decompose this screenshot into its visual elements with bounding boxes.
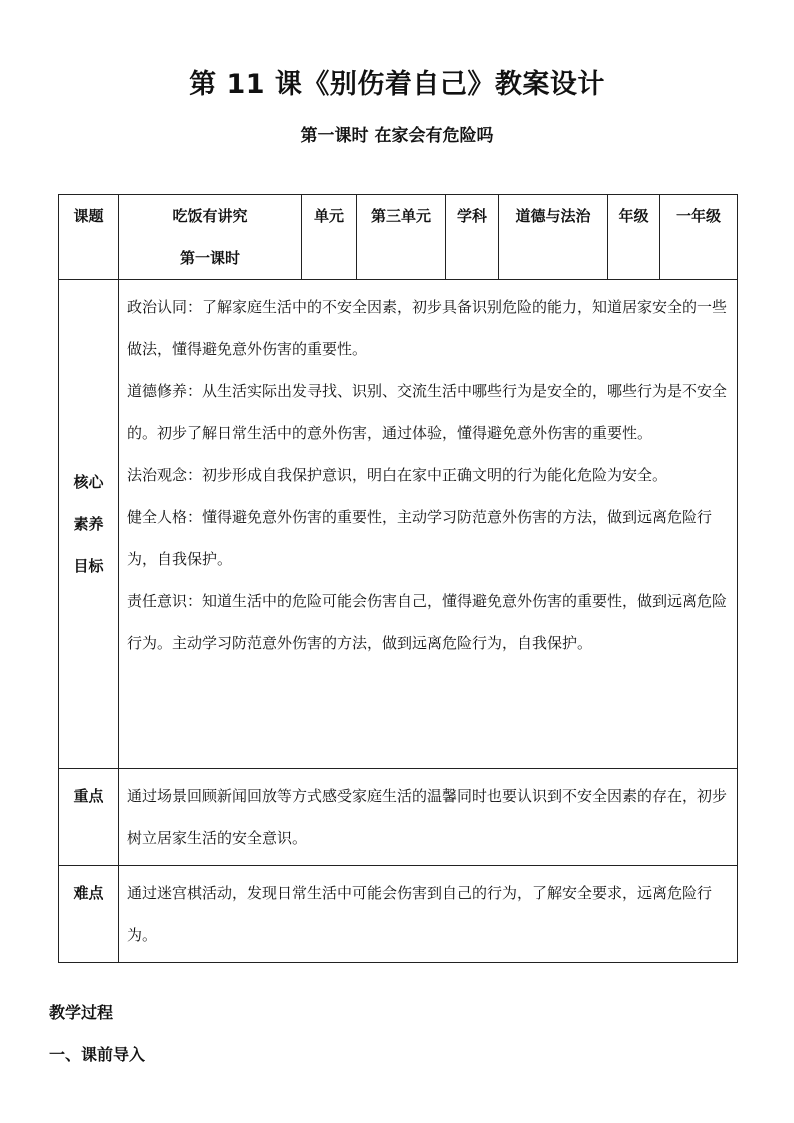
core-goals-row	[59, 280, 738, 769]
topic-value-cell	[119, 195, 302, 280]
core-goal-item: 政治认同：了解家庭生活中的不安全因素，初步具备识别危险的能力，知道居家安全的一些做法，懂得避免意外伤害的重要性。	[127, 298, 728, 358]
subject-value-cell: 道德与法治	[499, 195, 608, 280]
teaching-process-heading: 教学过程	[49, 1003, 114, 1022]
header-row	[59, 195, 738, 280]
key-point-label: 重点	[59, 769, 119, 866]
document-title: 第 11 课《别伤着自己》教案设计	[189, 69, 605, 100]
core-goal-item: 责任意识：知道生活中的危险可能会伤害自己，懂得避免意外伤害的重要性，做到远离危险行为。主动学习防范意外伤害的方法，做到远离危险行为，自我保护。	[127, 592, 728, 652]
lesson-plan-table	[58, 194, 738, 963]
topic-value-line2: 第一课时	[179, 249, 240, 267]
unit-label-cell: 单元	[302, 195, 357, 280]
core-goal-item: 道德修养：从生活实际出发寻找、识别、交流生活中哪些行为是安全的，哪些行为是不安全的。初步了解日常生活中的意外伤害，通过体验，懂得避免意外伤害的重要性。	[127, 382, 728, 442]
topic-label-cell: 课题	[59, 195, 119, 280]
subject-label-cell: 学科	[446, 195, 499, 280]
difficulty-content: 通过迷宫棋活动，发现日常生活中可能会伤害到自己的行为，了解安全要求，远离危险行为。	[119, 866, 738, 963]
core-goal-item: 健全人格：懂得避免意外伤害的重要性，主动学习防范意外伤害的方法，做到远离危险行为，自我保护。	[127, 508, 713, 568]
difficulty-label: 难点	[59, 866, 119, 963]
grade-value-cell: 一年级	[660, 195, 738, 280]
difficulty-row	[59, 866, 738, 963]
core-goal-item: 法治观念：初步形成自我保护意识，明白在家中正确文明的行为能化危险为安全。	[127, 466, 668, 484]
document-subtitle: 第一课时 在家会有危险吗	[300, 126, 494, 146]
core-goals-content	[119, 280, 738, 769]
core-goals-label: 核心 素养 目标	[59, 280, 119, 769]
key-point-row	[59, 769, 738, 866]
pre-class-intro-heading: 一、课前导入	[49, 1045, 146, 1064]
grade-label-cell: 年级	[608, 195, 660, 280]
key-point-content: 通过场景回顾新闻回放等方式感受家庭生活的温馨同时也要认识到不安全因素的存在，初步树立居家生活的安全意识。	[119, 769, 738, 866]
unit-value-cell: 第三单元	[357, 195, 446, 280]
topic-value-line1: 吃饭有讲究	[172, 207, 248, 225]
